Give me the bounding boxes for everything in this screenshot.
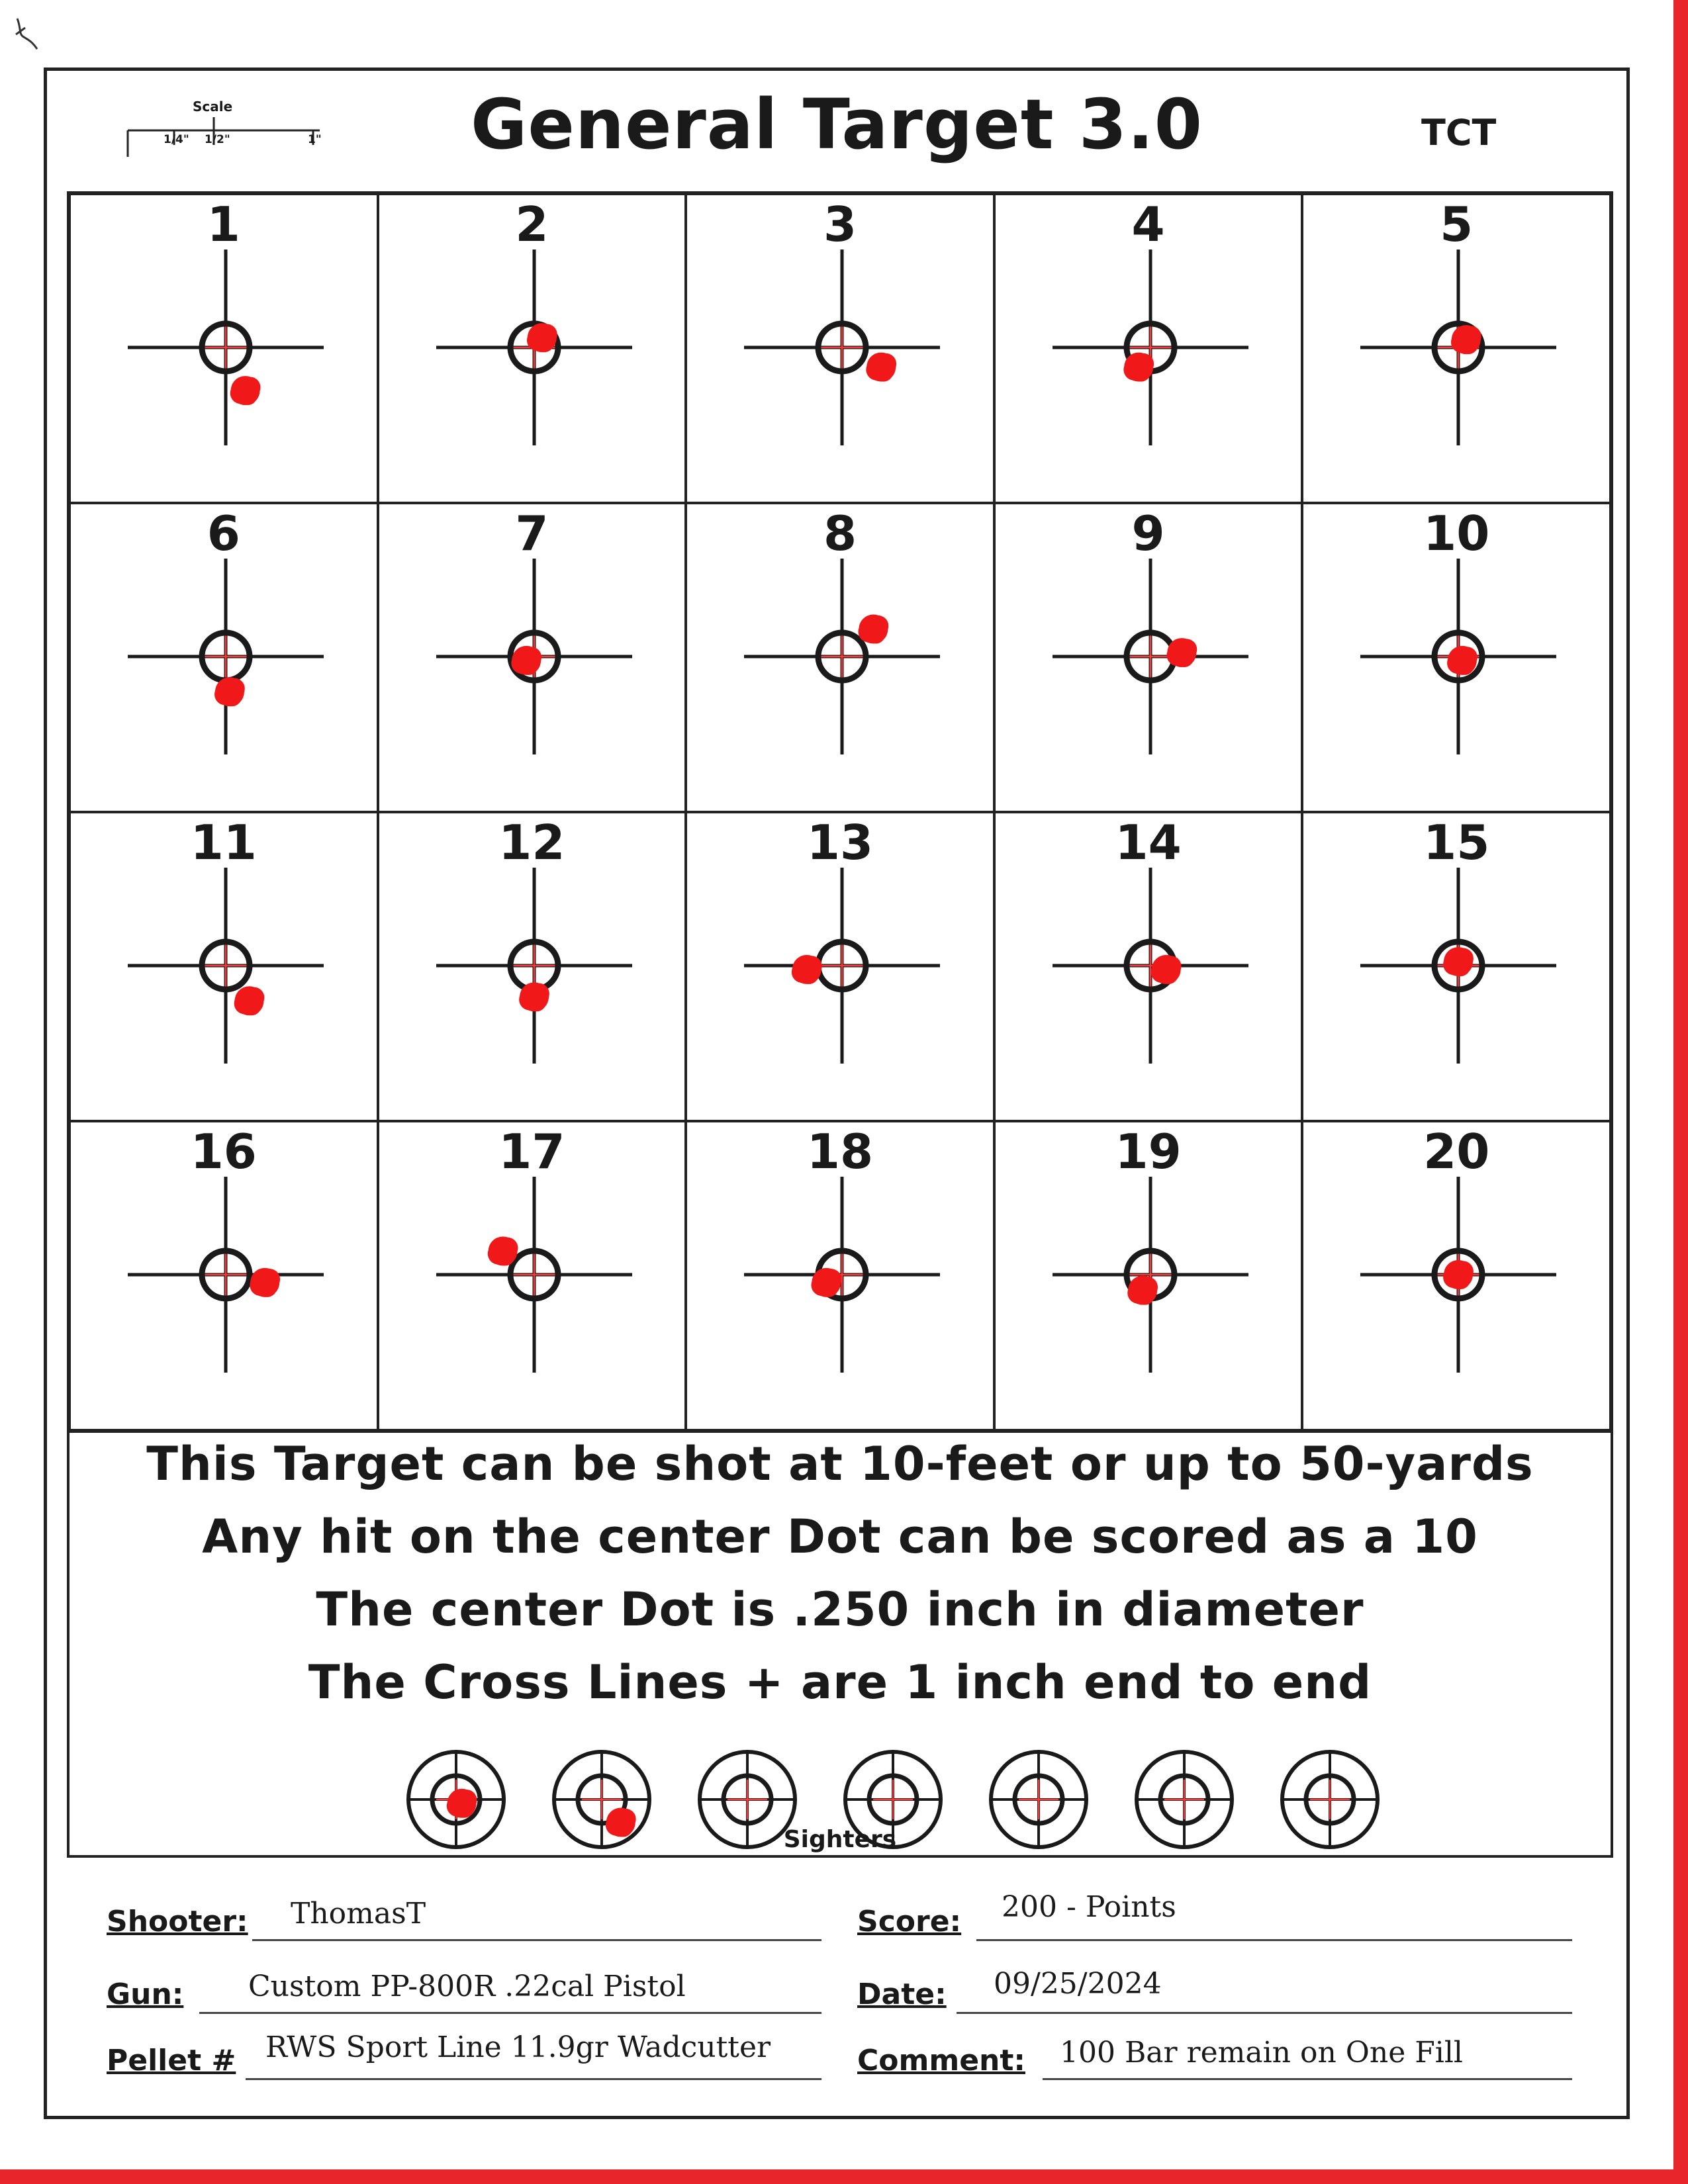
target-number: 14: [1115, 815, 1182, 870]
pellet-field[interactable]: [107, 2003, 821, 2083]
gun-value: Custom PP-800R .22cal Pistol: [248, 1970, 686, 2003]
corner-pencil-mark: [12, 15, 42, 54]
pellet-label: Pellet #: [107, 2044, 236, 2077]
target-crosshair: [736, 860, 948, 1071]
target-crosshair: [428, 860, 640, 1071]
target-crosshair: [1045, 551, 1256, 762]
target-number: 5: [1440, 197, 1474, 252]
comment-underline: [1043, 2078, 1572, 2080]
target-number: 1: [207, 197, 240, 252]
red-edge-right: [1673, 0, 1688, 2184]
target-number: 15: [1423, 815, 1490, 870]
target-cell: [1302, 1121, 1611, 1430]
target-cell: [994, 812, 1303, 1121]
target-number: 17: [498, 1124, 565, 1179]
target-cell: [686, 503, 994, 812]
target-sheet: [44, 68, 1630, 2119]
target-number: 3: [823, 197, 857, 252]
target-crosshair: [120, 860, 332, 1071]
sighters-label: Sighters: [783, 1826, 897, 1853]
target-crosshair: [120, 1169, 332, 1381]
red-edge-bottom: [0, 2169, 1688, 2184]
target-number: 20: [1423, 1124, 1490, 1179]
target-cell: [70, 194, 378, 503]
target-crosshair: [1352, 860, 1564, 1071]
target-crosshair: [736, 551, 948, 762]
shot-hole: [234, 986, 265, 1015]
pellet-value: RWS Sport Line 11.9gr Wadcutter: [265, 2030, 771, 2064]
target-cell: [686, 194, 994, 503]
target-crosshair: [428, 1169, 640, 1381]
target-crosshair: [120, 242, 332, 453]
target-cell: [378, 812, 686, 1121]
target-cell: [378, 194, 686, 503]
target-cell: [378, 1121, 686, 1430]
target-cell: [994, 194, 1303, 503]
info-line-scoring: Any hit on the center Dot can be scored as a 10: [202, 1510, 1478, 1564]
scale-tick-one: 1": [308, 133, 322, 146]
scale-title: Scale: [193, 99, 233, 114]
target-cell: [378, 503, 686, 812]
target-crosshair: [428, 551, 640, 762]
shot-hole: [859, 615, 889, 644]
target-crosshair: [1352, 242, 1564, 453]
info-line-distance: This Target can be shot at 10-feet or up to 50-yards: [146, 1437, 1534, 1491]
shot-hole: [511, 646, 541, 675]
target-cell: [70, 503, 378, 812]
target-number: 18: [806, 1124, 874, 1179]
target-number: 13: [806, 815, 874, 870]
target-number: 19: [1115, 1124, 1182, 1179]
target-number: 16: [190, 1124, 257, 1179]
target-crosshair: [1045, 860, 1256, 1071]
info-line-cross-size: The Cross Lines + are 1 inch end to end: [308, 1655, 1372, 1709]
comment-value: 100 Bar remain on One Fill: [1060, 2036, 1463, 2070]
target-number: 10: [1423, 506, 1490, 561]
target-cell: [1302, 503, 1611, 812]
shot-hole: [447, 1789, 477, 1818]
target-crosshair: [428, 242, 640, 453]
shot-hole: [1444, 947, 1474, 976]
shot-hole: [1444, 1260, 1474, 1289]
target-crosshair: [120, 551, 332, 762]
shot-hole: [867, 353, 897, 382]
shot-hole: [1151, 955, 1182, 984]
shot-hole: [1447, 646, 1477, 675]
scale-tick-quarter: 1/4": [164, 133, 189, 146]
shooter-field[interactable]: [107, 1864, 821, 1944]
info-line-dot-size: The center Dot is .250 inch in diameter: [316, 1582, 1364, 1637]
target-cell: [70, 812, 378, 1121]
target-crosshair: [736, 242, 948, 453]
target-cell: [1302, 812, 1611, 1121]
shooter-value: ThomasT: [291, 1897, 426, 1931]
target-grid: [67, 191, 1613, 1433]
score-value: 200 - Points: [1002, 1890, 1176, 1924]
date-value: 09/25/2024: [994, 1967, 1162, 2001]
target-cell: [994, 503, 1303, 812]
shooter-fields: [67, 1858, 1613, 2116]
target-cell: [1302, 194, 1611, 503]
shot-hole: [792, 955, 822, 984]
shooter-label: Shooter:: [107, 1905, 248, 1938]
target-number: 7: [515, 506, 549, 561]
brand-mark: TCT: [1421, 112, 1497, 154]
target-number: 11: [190, 815, 257, 870]
info-panel: [67, 1430, 1613, 1858]
target-crosshair: [1045, 242, 1256, 453]
target-crosshair: [1045, 1169, 1256, 1381]
target-cell: [994, 1121, 1303, 1430]
target-number: 2: [515, 197, 549, 252]
target-number: 9: [1131, 506, 1165, 561]
target-number: 12: [498, 815, 565, 870]
shot-hole: [250, 1268, 280, 1297]
shot-hole: [230, 376, 261, 405]
target-cell: [686, 1121, 994, 1430]
target-crosshair: [736, 1169, 948, 1381]
target-number: 6: [207, 506, 240, 561]
score-field[interactable]: [857, 1864, 1612, 1944]
shot-hole: [1451, 325, 1481, 354]
scale-tick-half: 1/2": [205, 133, 230, 146]
target-number: 4: [1131, 197, 1165, 252]
score-label: Score:: [857, 1905, 962, 1938]
target-crosshair: [1352, 1169, 1564, 1381]
gun-label: Gun:: [107, 1978, 184, 2011]
comment-label: Comment:: [857, 2044, 1026, 2077]
pellet-underline: [246, 2078, 821, 2080]
target-crosshair: [1352, 551, 1564, 762]
page-title: General Target 3.0: [471, 84, 1203, 165]
comment-field[interactable]: [857, 2003, 1612, 2083]
target-number: 8: [823, 506, 857, 561]
target-cell: [70, 1121, 378, 1430]
target-cell: [686, 812, 994, 1121]
date-label: Date:: [857, 1978, 947, 2011]
